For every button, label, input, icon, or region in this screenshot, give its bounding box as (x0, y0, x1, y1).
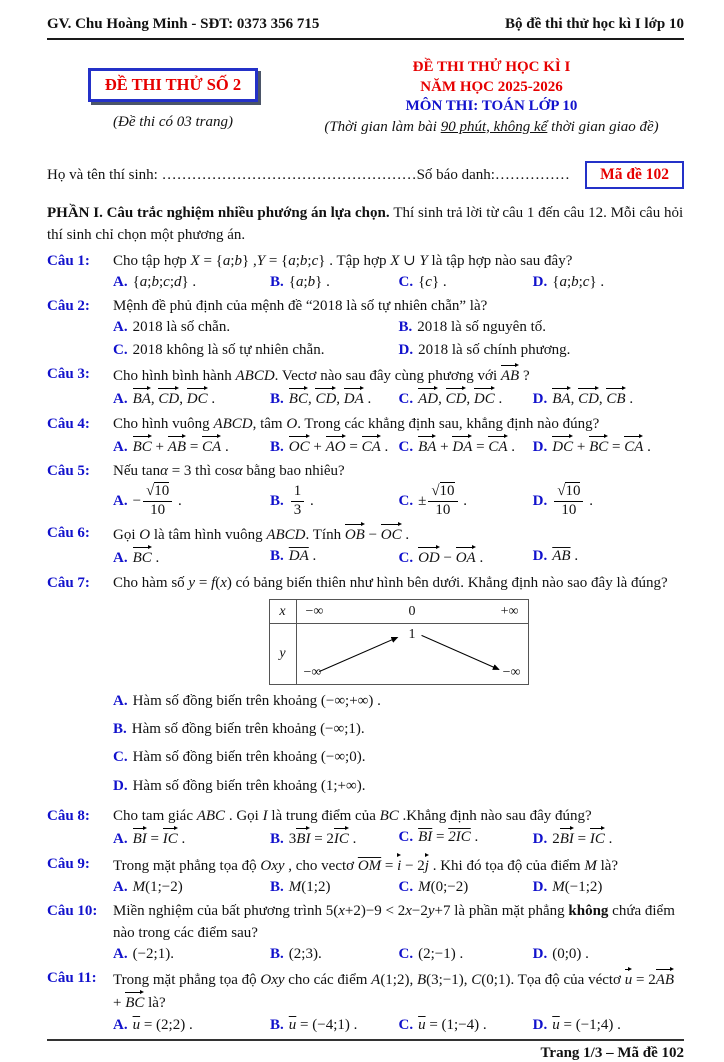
option-text: $\frac{1}{3}$ . (289, 493, 314, 509)
option-text: OC + AO = CA . (289, 439, 388, 455)
option-c (398, 827, 532, 851)
variation-table (113, 599, 684, 685)
exam-code: Mã đề 102 (600, 166, 669, 183)
option-letter: A. (113, 391, 128, 408)
exam-subject: MÔN THI: TOÁN LỚP 10 (405, 98, 578, 114)
question-2 (47, 296, 684, 362)
duration-suffix: thời gian giao đề) (547, 118, 659, 135)
option-c (398, 546, 532, 570)
option-letter: A. (113, 273, 128, 290)
question-text: Cho hình vuông ABCD, tâm O. Trong các khẳng định sau, khẳng định nào đúng? (113, 415, 600, 432)
option-letter: D. (532, 492, 548, 509)
option-b (270, 877, 398, 899)
question-body (113, 364, 684, 412)
option-a (113, 827, 270, 851)
options (113, 272, 684, 294)
option-text: M(1;−2) (132, 878, 183, 895)
option-text: (2;−1) . (418, 945, 464, 962)
bbt-y-peak: 1 (408, 626, 416, 642)
question-body (113, 573, 684, 804)
options (113, 827, 684, 851)
option-text: M(−1;2) (552, 878, 603, 895)
option-letter: D. (532, 391, 548, 408)
option-letter: A. (113, 878, 128, 895)
option-a (113, 944, 270, 966)
option-text: 3BI = 2IC . (289, 831, 357, 847)
question-text: Cho tam giác ABC . Gọi I là trung điểm của BC .Khẳng định nào sau đây đúng? (113, 808, 592, 825)
exam-code-box (585, 161, 684, 189)
question-label: Câu 11: (47, 970, 97, 987)
question-8 (47, 806, 684, 852)
option-text: (2;3). (288, 945, 322, 962)
exam-number-label: ĐỀ THI THỬ SỐ 2 (104, 75, 242, 94)
question-body (113, 296, 684, 362)
option-c (398, 1015, 532, 1037)
option-c (398, 272, 532, 294)
question-text: Mệnh đề phủ định của mệnh đề “2018 là số tự nhiên chẵn” là? (113, 298, 488, 315)
option-letter: B. (270, 492, 284, 509)
option-b (270, 435, 398, 459)
question-text: Cho tập hợp X = {a;b} ,Y = {a;b;c} . Tập hợp X ∪ Y là tập hợp nào sau đây? (113, 252, 573, 269)
option-text: $\overline{u}$ = (1;−4) . (418, 1016, 487, 1033)
option-text: $\overline{u}$ = (2;2) . (132, 1016, 193, 1033)
question-body (113, 523, 684, 571)
option-letter: B. (270, 391, 284, 408)
option-text: Hàm số đồng biến trên khoảng (−∞;0). (132, 749, 366, 766)
option-a (113, 387, 270, 411)
exam-number-box (88, 68, 258, 102)
option-text: BA, CD, CB . (552, 391, 633, 407)
question-5 (47, 461, 684, 521)
option-letter: D. (398, 341, 414, 358)
option-text: {a;b} . (288, 273, 330, 290)
question-text: Miền nghiệm của bất phương trình 5(x+2)−9 < 2x−2y+7 là phần mặt phẳng không chứa điểm nào trong các điểm sau? (113, 903, 675, 941)
option-letter: A. (113, 492, 128, 509)
question-4 (47, 414, 684, 460)
option-text: $\overline{u}$ = (−1;4) . (552, 1016, 621, 1033)
option-b (270, 944, 398, 966)
option-text: Hàm số đồng biến trên khoảng (−∞;+∞) . (132, 692, 381, 709)
option-letter: D. (532, 945, 548, 962)
option-b (113, 719, 684, 741)
question-label: Câu 1: (47, 252, 90, 269)
option-letter: A. (113, 945, 128, 962)
option-text: $\frac{√10}{10}$ . (552, 493, 593, 509)
option-b (270, 482, 398, 521)
option-text: $\overline{BI} = 2IC$ . (418, 829, 479, 846)
option-letter: B. (270, 878, 284, 895)
question-label: Câu 4: (47, 415, 90, 432)
option-text: 2018 không là số tự nhiên chẵn. (132, 341, 325, 358)
question-label: Câu 6: (47, 524, 90, 541)
option-b (270, 546, 398, 570)
question-label: Câu 2: (47, 298, 90, 315)
option-a (113, 482, 270, 521)
option-text: 2018 là số chẵn. (132, 319, 231, 336)
question-text: Trong mặt phẳng tọa độ Oxy , cho vectơ $\overline{OM} = i - 2j$ . Khi đó tọa độ của điểm M là? (113, 854, 684, 877)
option-letter: D. (532, 878, 548, 895)
option-d (533, 944, 684, 966)
bbt-y-right: −∞ (502, 664, 521, 680)
question-3 (47, 364, 684, 412)
option-text: BA, CD, DC . (133, 391, 216, 407)
question-body (113, 251, 684, 295)
option-a (113, 691, 684, 713)
option-text: 2BI = IC . (552, 831, 612, 847)
option-letter: C. (398, 1016, 414, 1033)
option-text: Hàm số đồng biến trên khoảng (−∞;1). (131, 721, 365, 738)
option-text: {a;b;c} . (552, 273, 605, 290)
option-letter: B. (270, 438, 284, 455)
question-body (113, 806, 684, 852)
option-text: M(1;2) (288, 878, 331, 895)
option-d (113, 776, 684, 798)
option-b (270, 1015, 398, 1037)
option-letter: D. (532, 438, 548, 455)
option-letter: B. (113, 721, 127, 738)
candidate-name-line: Họ và tên thí sinh: ……………………………………………Số báo danh:…………… (47, 166, 570, 183)
option-text: M(0;−2) (418, 878, 469, 895)
option-b (270, 272, 398, 294)
option-d (533, 435, 684, 459)
question-1 (47, 251, 684, 295)
title-left-column (47, 58, 299, 137)
option-letter: C. (113, 341, 128, 358)
option-letter: A. (113, 550, 128, 567)
option-text: $\overline{AB}$ . (552, 548, 579, 565)
option-letter: B. (270, 1016, 284, 1033)
option-letter: A. (113, 692, 128, 709)
option-letter: C. (398, 492, 414, 509)
option-text: (−2;1). (132, 945, 174, 962)
options (113, 387, 684, 411)
option-a (113, 435, 270, 459)
options (113, 482, 684, 521)
part1-title: PHẦN I. Câu trắc nghiệm nhiều phướng án lựa chọn. (47, 205, 394, 221)
option-text: BC, CD, DA . (289, 391, 372, 407)
bbt-y-label: y (270, 624, 297, 684)
exam-duration (299, 118, 684, 138)
question-label: Câu 9: (47, 855, 90, 872)
option-letter: C. (398, 878, 414, 895)
option-c (113, 340, 399, 362)
option-c (398, 877, 532, 899)
pages-note: (Đề thi có 03 trang) (113, 114, 233, 130)
option-d (533, 482, 684, 521)
option-text: 2018 là số nguyên tố. (417, 319, 547, 336)
question-body (113, 461, 684, 521)
option-a (113, 546, 270, 570)
page-number: Trang 1/3 – Mã đề 102 (540, 1045, 684, 1062)
question-9 (47, 854, 684, 900)
option-letter: A. (113, 1016, 128, 1033)
option-text: {c} . (418, 273, 447, 290)
option-c (398, 482, 532, 521)
questions (47, 251, 684, 1040)
options (113, 944, 684, 966)
option-text: ± $\frac{√10}{10}$ . (418, 483, 468, 518)
bbt-y-left: −∞ (303, 664, 322, 680)
option-letter: D. (532, 1016, 548, 1033)
option-d (533, 272, 684, 294)
question-10 (47, 901, 684, 966)
option-text: − $\frac{√10}{10}$ . (132, 483, 182, 518)
question-body (113, 968, 684, 1037)
part1-heading (47, 203, 684, 247)
option-c (398, 387, 532, 411)
option-letter: B. (270, 831, 284, 848)
part1-description: Thí sinh trả lời từ câu 1 đến câu 12. Mỗi câu hỏi thí sinh chỉ chọn một phương án. (47, 205, 684, 243)
option-letter: C. (398, 945, 414, 962)
option-text: BC . (133, 550, 160, 566)
option-text: BC + AB = CA . (133, 439, 229, 455)
bbt-x-max: +∞ (500, 603, 519, 619)
option-text: (0;0) . (552, 945, 589, 962)
question-label: Câu 8: (47, 808, 90, 825)
option-d (533, 546, 684, 570)
bbt-x-mid: 0 (408, 603, 416, 619)
exam-title-line1: ĐỀ THI THỬ HỌC KÌ I (412, 59, 571, 75)
option-d (533, 1015, 684, 1037)
option-d (533, 877, 684, 899)
question-text: Cho hàm số y = f(x) có bảng biến thiên như hình bên dưới. Khẳng định nào sao đây là đúng? (113, 574, 668, 591)
option-letter: C. (398, 391, 414, 408)
bbt-x-min: −∞ (305, 603, 324, 619)
option-c (113, 747, 684, 769)
option-text: {a;b;c;d} . (132, 273, 197, 290)
option-text: DC + BC = CA . (552, 439, 651, 455)
question-text: Cho hình bình hành ABCD. Vectơ nào sau đây cùng phương với AB ? (113, 364, 684, 387)
option-letter: C. (398, 438, 414, 455)
candidate-info-row (47, 161, 684, 189)
exam-set-title: Bộ đề thi thử học kì I lớp 10 (504, 16, 684, 32)
options (113, 435, 684, 459)
option-text: BA + DA = CA . (418, 439, 515, 455)
option-d (533, 827, 684, 851)
option-text: OD − OA . (418, 550, 483, 566)
question-label: Câu 3: (47, 365, 90, 382)
question-text: Nếu tanα = 3 thì cosα bằng bao nhiêu? (113, 463, 345, 480)
option-b (270, 827, 398, 851)
option-a (113, 317, 399, 339)
question-text: Gọi O là tâm hình vuông ABCD. Tính OB − OC . (113, 523, 684, 546)
question-text: Trong mặt phẳng tọa độ Oxy cho các điểm A(1;2), B(3;−1), C(0;1). Tọa độ của véctơ u = 2AB + BC là? (113, 968, 684, 1015)
option-letter: D. (113, 777, 128, 794)
option-letter: D. (532, 273, 548, 290)
option-letter: B. (398, 319, 413, 336)
options (113, 1015, 684, 1037)
option-d (399, 340, 685, 362)
option-c (398, 435, 532, 459)
option-letter: A. (113, 438, 128, 455)
question-body (113, 414, 684, 460)
option-c (398, 944, 532, 966)
option-text: AD, CD, DC . (418, 391, 502, 407)
question-label: Câu 5: (47, 463, 90, 480)
teacher-info: GV. Chu Hoàng Minh - SĐT: 0373 356 715 (47, 16, 320, 32)
option-text: BI = IC . (133, 831, 186, 847)
duration-prefix: (Thời gian làm bài (324, 118, 441, 135)
option-letter: D. (532, 831, 548, 848)
option-letter: B. (270, 548, 284, 565)
option-b (270, 387, 398, 411)
options (113, 691, 684, 798)
question-7 (47, 573, 684, 804)
option-a (113, 272, 270, 294)
duration-underlined: 90 phút, không kể (440, 118, 548, 135)
option-d (533, 387, 684, 411)
option-letter: C. (398, 273, 414, 290)
page-footer (47, 1039, 684, 1062)
option-letter: D. (532, 548, 548, 565)
option-text: Hàm số đồng biến trên khoảng (1;+∞). (132, 777, 366, 794)
question-6 (47, 523, 684, 571)
option-a (113, 877, 270, 899)
question-body (113, 854, 684, 900)
option-b (399, 317, 685, 339)
option-text: $\overline{DA}$ . (288, 548, 317, 565)
option-letter: A. (113, 831, 128, 848)
option-letter: C. (113, 749, 128, 766)
option-letter: B. (270, 945, 284, 962)
question-body (113, 901, 684, 966)
bbt-x-label: x (270, 600, 297, 623)
title-block (47, 58, 684, 137)
title-right-column (299, 58, 684, 137)
option-text: 2018 là số chính phương. (418, 341, 571, 358)
question-label: Câu 7: (47, 574, 90, 591)
option-text: $\overline{u}$ = (−4;1) . (288, 1016, 358, 1033)
question-11 (47, 968, 684, 1037)
top-header (47, 16, 684, 40)
option-letter: B. (270, 273, 284, 290)
option-letter: A. (113, 319, 128, 336)
exam-title-line2: NĂM HỌC 2025-2026 (420, 78, 563, 95)
question-label: Câu 10: (47, 903, 98, 920)
option-letter: C. (398, 550, 414, 567)
options (113, 546, 684, 570)
option-a (113, 1015, 270, 1037)
options (113, 317, 684, 362)
option-letter: C. (398, 829, 414, 846)
options (113, 877, 684, 899)
